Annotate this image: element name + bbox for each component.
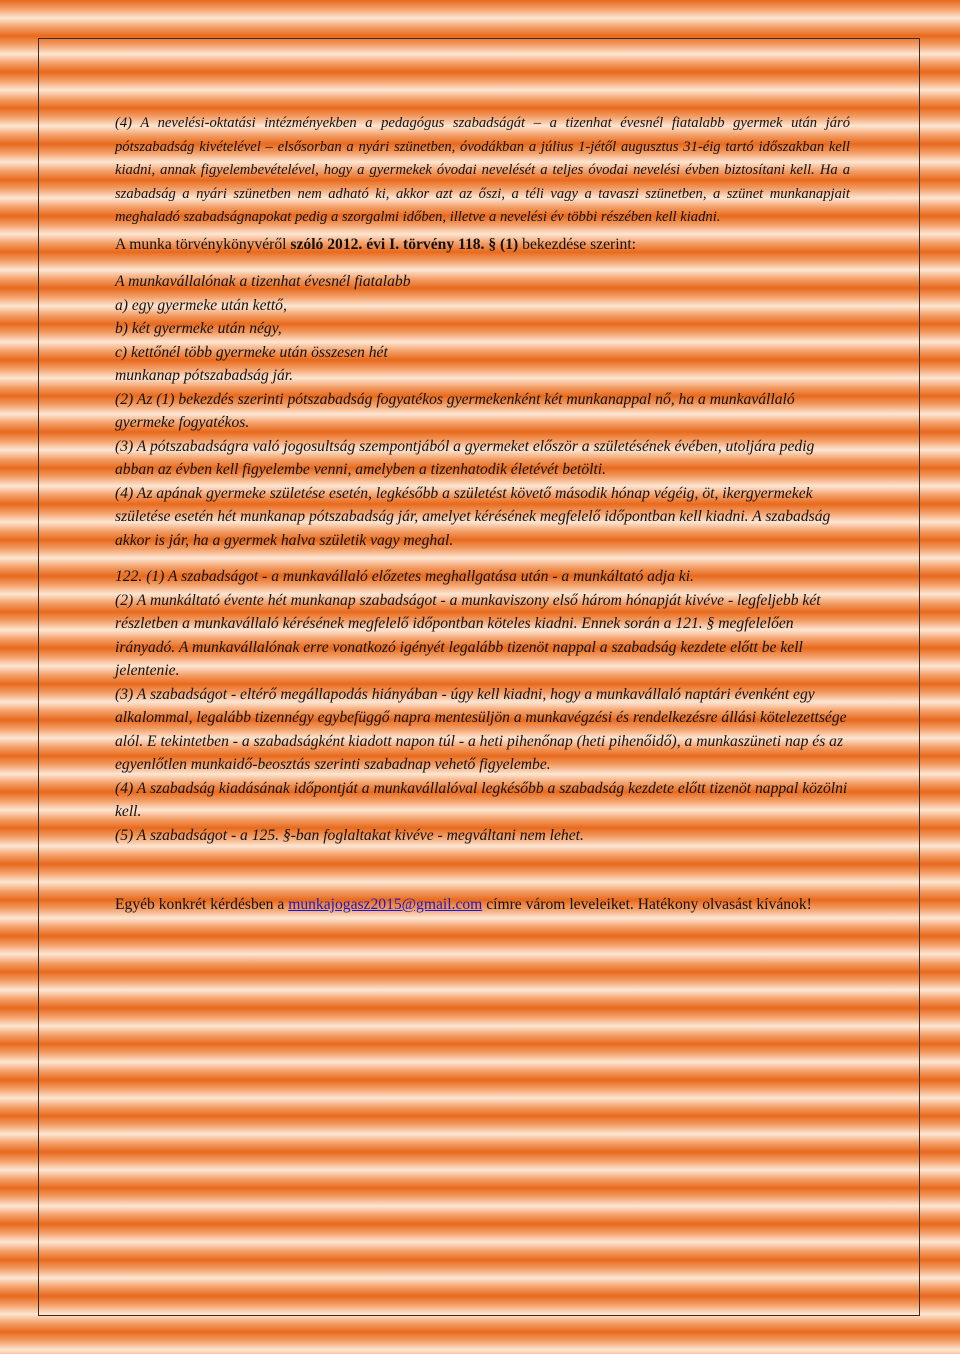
intro-paragraph-part2: Ha a szabadság a nyári szünetben nem adható ki, akkor azt az őszi, a téli vagy a tavaszi szünetben, a szünet munkanapjait meghaladó szabadságnapokat pedig a szorgalmi időben, illetve a nevelési év többi részében kell kiadni. — [115, 162, 850, 225]
email-link[interactable]: munkajogasz2015@gmail.com — [288, 896, 483, 913]
section-122-paragraph-2: (2) A munkáltató évente hét munkanap szabadságot - a munkaviszony első három hónapját kivéve - legfeljebb két részletben a munkavállaló kérésének megfelelő időpontban köteles kiadni. Ennek során a 121. § megfelelően irányadó. A munkavállalónak erre vonatkozó igényét legalább tizenöt nappal a szabadság kezdete előtt be kell jelentenie. — [115, 591, 821, 679]
statute-heading-prefix: A munka törvénykönyvéről — [115, 235, 291, 253]
section-118-paragraph-2: (2) Az (1) bekezdés szerinti pótszabadság fogyatékos gyermekenként két munkanappal nő, ha a munkavállaló gyermeke fogyatékos. — [115, 390, 795, 431]
statute-section-reference: § (1) — [488, 235, 519, 253]
intro-paragraph-part1: (4) A nevelési-oktatási intézményekben a pedagógus szabadságát – a tizenhat évesnél fiatalabb gyermek után járó pótszabadság kivételével – elsősorban a nyári szünetben, óvodákban a július 1-jétől augusztus 31-éig tartó időszakban kell kiadni, annak figyelembevételével, hogy a gyermekek óvodai nevelését a teljes óvodai nevelési évben biztosítani kell. — [115, 115, 850, 178]
section-118-line: a) egy gyermeke után kettő, — [115, 296, 287, 314]
statute-heading-suffix: bekezdése szerint: — [518, 235, 637, 253]
section-122-paragraph-3: (3) A szabadságot - eltérő megállapodás hiányában - úgy kell kiadni, hogy a munkavállaló naptári évenként egy alkalommal, legalább tizennégy egybefüggő napra mentesüljön a munkavégzési és rendelkezésre állási kötelezettsége alól. E tekintetben - a szabadságként kiadott napon túl - a heti pihenőnap (heti pihenőidő), a munkaszüneti nap és az egyenlőtlen munkaidő-beosztás szerinti szabadnap vehető figyelembe. — [115, 685, 847, 773]
section-118-line: A munkavállalónak a tizenhat évesnél fiatalabb — [115, 273, 411, 290]
section-118-paragraph-3: (3) A pótszabadságra való jogosultság szempontjából a gyermeket először a születésének évében, utoljára pedig abban az évben kell figyelembe venni, amelyben a tizenhatodik életévét betölti. — [115, 437, 815, 478]
section-122-paragraph-5: (5) A szabadságot - a 125. §-ban foglaltakat kivéve - megváltani nem lehet. — [115, 826, 584, 844]
section-118-line: munkanap pótszabadság jár. — [115, 367, 294, 384]
statute-heading — [115, 233, 850, 257]
closing-paragraph — [115, 893, 850, 917]
statute-law-reference: szóló 2012. évi I. törvény 118. — [290, 235, 485, 253]
section-122 — [115, 565, 850, 847]
section-118-line: b) két gyermeke után négy, — [115, 320, 282, 337]
closing-text-before: Egyéb konkrét kérdésben a — [115, 896, 289, 913]
section-122-paragraph-1: 122. (1) A szabadságot - a munkavállaló előzetes meghallgatása után - a munkáltató adja ki. — [115, 568, 694, 585]
closing-text-after: címre várom leveleiket. Hatékony olvasást kívánok! — [482, 896, 812, 913]
intro-paragraph — [115, 112, 850, 230]
section-118-paragraph-4: (4) Az apának gyermeke születése esetén, legkésőbb a születést követő második hónap végéig, öt, ikergyermekek születése esetén hét munkanap pótszabadság jár, amelyet kérésének megfelelő időpontban kell kiadni. A szabadság akkor is jár, ha a gyermek halva születik vagy meghal. — [115, 484, 831, 549]
section-122-paragraph-4: (4) A szabadság kiadásának időpontját a munkavállalóval legkésőbb a szabadság kezdete előtt tizenöt nappal közölni kell. — [115, 779, 848, 820]
section-118-line: c) kettőnél több gyermeke után összesen hét — [115, 343, 388, 361]
document-body — [115, 112, 850, 917]
section-118 — [115, 270, 850, 552]
